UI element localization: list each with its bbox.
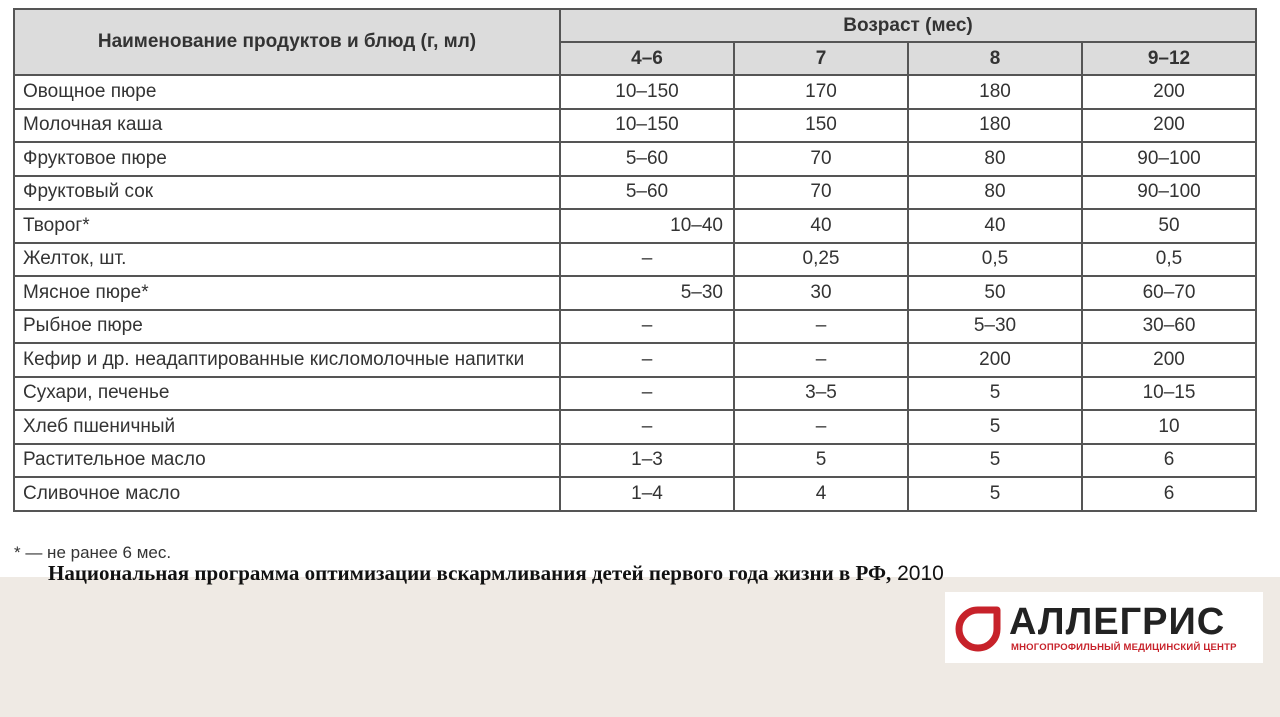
- quantity-cell: –: [560, 310, 734, 344]
- quantity-cell: 10–150: [560, 109, 734, 143]
- quantity-cell: 80: [908, 176, 1082, 210]
- quantity-cell: 30: [734, 276, 908, 310]
- quantity-cell: 5–30: [908, 310, 1082, 344]
- quantity-cell: 5: [908, 444, 1082, 478]
- age-column-header: 7: [734, 42, 908, 75]
- product-name-cell: Мясное пюре*: [14, 276, 560, 310]
- quantity-cell: 6: [1082, 477, 1256, 511]
- quantity-cell: 10–15: [1082, 377, 1256, 411]
- quantity-cell: 90–100: [1082, 176, 1256, 210]
- quantity-cell: 5–60: [560, 176, 734, 210]
- table-footnote: * — не ранее 6 мес.: [14, 543, 172, 562]
- product-name-cell: Творог*: [14, 209, 560, 243]
- product-name-cell: Сливочное масло: [14, 477, 560, 511]
- quantity-cell: 60–70: [1082, 276, 1256, 310]
- quantity-cell: 0,5: [1082, 243, 1256, 277]
- age-column-header: 9–12: [1082, 42, 1256, 75]
- table-header: [14, 9, 1256, 75]
- table-row: [14, 276, 1256, 310]
- quantity-cell: 0,25: [734, 243, 908, 277]
- table-row: [14, 176, 1256, 210]
- quantity-cell: 5: [908, 410, 1082, 444]
- source-citation: [48, 561, 944, 586]
- logo-brand-name: АЛЛЕГРИС: [1009, 601, 1226, 643]
- quantity-cell: 10: [1082, 410, 1256, 444]
- age-column-header: 4–6: [560, 42, 734, 75]
- quantity-cell: 40: [734, 209, 908, 243]
- quantity-cell: 40: [908, 209, 1082, 243]
- product-name-cell: Фруктовое пюре: [14, 142, 560, 176]
- allegris-logo-mark-icon: [953, 604, 1003, 654]
- quantity-cell: 10–40: [560, 209, 734, 243]
- table-row: [14, 109, 1256, 143]
- product-name-cell: Молочная каша: [14, 109, 560, 143]
- quantity-cell: –: [734, 410, 908, 444]
- table-row: [14, 75, 1256, 109]
- table-row: [14, 209, 1256, 243]
- logo-tagline: МНОГОПРОФИЛЬНЫЙ МЕДИЦИНСКИЙ ЦЕНТР: [1011, 642, 1237, 653]
- table-row: [14, 243, 1256, 277]
- quantity-cell: –: [560, 343, 734, 377]
- quantity-cell: 200: [908, 343, 1082, 377]
- product-name-cell: Рыбное пюре: [14, 310, 560, 344]
- quantity-cell: 5: [734, 444, 908, 478]
- quantity-cell: 180: [908, 75, 1082, 109]
- quantity-cell: 5–30: [560, 276, 734, 310]
- table-row: [14, 343, 1256, 377]
- product-name-cell: Растительное масло: [14, 444, 560, 478]
- quantity-cell: 170: [734, 75, 908, 109]
- quantity-cell: –: [734, 343, 908, 377]
- quantity-cell: –: [560, 377, 734, 411]
- feeding-table: [13, 8, 1257, 512]
- table-body: [14, 75, 1256, 511]
- product-name-cell: Овощное пюре: [14, 75, 560, 109]
- quantity-cell: 50: [1082, 209, 1256, 243]
- product-name-header: Наименование продуктов и блюд (г, мл): [14, 9, 560, 75]
- age-column-header: 8: [908, 42, 1082, 75]
- quantity-cell: 80: [908, 142, 1082, 176]
- quantity-cell: 150: [734, 109, 908, 143]
- quantity-cell: 5–60: [560, 142, 734, 176]
- quantity-cell: 200: [1082, 109, 1256, 143]
- quantity-cell: 5: [908, 477, 1082, 511]
- table-row: [14, 410, 1256, 444]
- product-name-cell: Кефир и др. неадаптированные кисломолочные напитки: [14, 343, 560, 377]
- source-title: Национальная программа оптимизации вскармливания детей первого года жизни в РФ,: [48, 561, 892, 585]
- table-row: [14, 477, 1256, 511]
- age-header: Возраст (мес): [560, 9, 1256, 42]
- quantity-cell: 180: [908, 109, 1082, 143]
- quantity-cell: 0,5: [908, 243, 1082, 277]
- allegris-logo: [945, 592, 1263, 663]
- table-row: [14, 444, 1256, 478]
- quantity-cell: 200: [1082, 343, 1256, 377]
- table-row: [14, 310, 1256, 344]
- product-name-cell: Желток, шт.: [14, 243, 560, 277]
- quantity-cell: 1–3: [560, 444, 734, 478]
- quantity-cell: 6: [1082, 444, 1256, 478]
- source-year: 2010: [897, 562, 944, 585]
- quantity-cell: 90–100: [1082, 142, 1256, 176]
- quantity-cell: 200: [1082, 75, 1256, 109]
- quantity-cell: 10–150: [560, 75, 734, 109]
- product-name-cell: Сухари, печенье: [14, 377, 560, 411]
- table-row: [14, 142, 1256, 176]
- quantity-cell: –: [560, 410, 734, 444]
- quantity-cell: 70: [734, 176, 908, 210]
- quantity-cell: 30–60: [1082, 310, 1256, 344]
- quantity-cell: –: [734, 310, 908, 344]
- quantity-cell: 5: [908, 377, 1082, 411]
- quantity-cell: 3–5: [734, 377, 908, 411]
- quantity-cell: –: [560, 243, 734, 277]
- quantity-cell: 70: [734, 142, 908, 176]
- product-name-cell: Фруктовый сок: [14, 176, 560, 210]
- quantity-cell: 50: [908, 276, 1082, 310]
- table-row: [14, 377, 1256, 411]
- quantity-cell: 4: [734, 477, 908, 511]
- quantity-cell: 1–4: [560, 477, 734, 511]
- product-name-cell: Хлеб пшеничный: [14, 410, 560, 444]
